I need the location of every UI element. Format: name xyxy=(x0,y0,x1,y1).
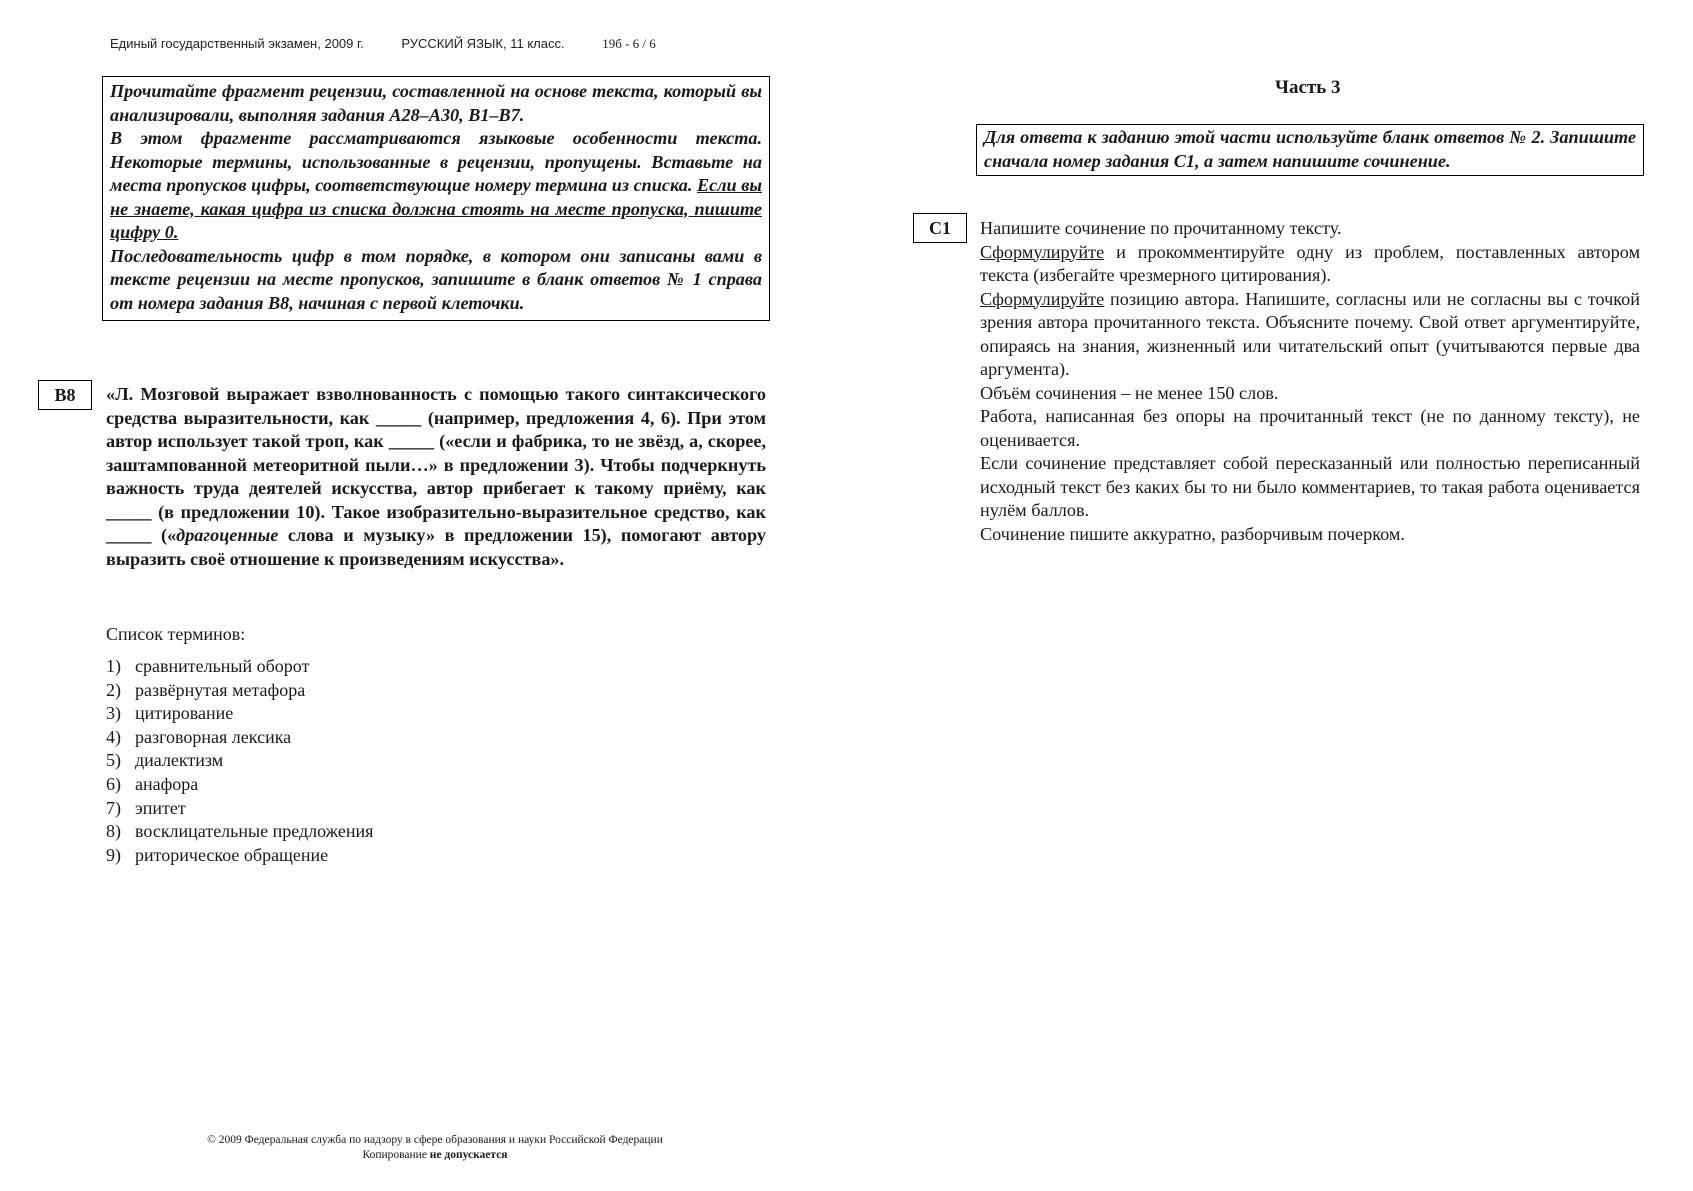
page-header xyxy=(110,36,656,52)
b8-text-before: «Л. Мозговой выражает взволнованность с помощью такого синтаксического средства выразительности, как _____ (например, предложения 4, 6). При этом автор использует такой троп, как _____ («если и фабрика, то не звёзд, а, скорее, заштампованной метеоритной пыли…» в предложении 3). Чтобы подчеркнуть важность труда деятелей искусства, автор прибегает к такому приёму, как _____ (в предложении 10). Такое изобразительно-выразительное средство, как _____ (« xyxy=(106,384,766,545)
term-item: 4) разговорная лексика xyxy=(106,726,292,747)
instructions-p2-main: В этом фрагменте рассматриваются языковые особенности текста. Некоторые термины, использованные в рецензии, пропущены. Вставьте на места пропусков цифры, соответствующие номеру термина из списка. xyxy=(110,128,762,195)
c1-p7: Сочинение пишите аккуратно, разборчивым почерком. xyxy=(980,523,1405,544)
b8-instructions-box xyxy=(102,76,770,321)
part3-title: Часть 3 xyxy=(1275,77,1341,98)
footer-copy-notice: Копирование не допускается xyxy=(362,1149,508,1161)
instructions-p2 xyxy=(110,127,762,245)
term-item: 6) анафора xyxy=(106,773,199,794)
header-exam: Единый государственный экзамен, 2009 г. xyxy=(110,36,364,51)
c1-task-text xyxy=(980,217,1640,546)
b8-review-text xyxy=(106,383,766,571)
c1-p3: Сформулируйте позицию автора. Напишите, согласны или не согласны вы с точкой зрения автора прочитанного текста. Объясните почему. Свой ответ аргументируйте, опираясь на знания, жизненный или читательский опыт (учитываются первые два аргумента). xyxy=(980,288,1640,379)
part3-instructions-box xyxy=(976,124,1644,176)
terms-list xyxy=(106,655,373,867)
instructions-p3: Последовательность цифр в том порядке, в котором они записаны вами в тексте рецензии на месте пропусков, запишите в бланк ответов № 1 справа от номера задания В8, начиная с первой клеточки. xyxy=(110,245,762,313)
term-item: 8) восклицательные предложения xyxy=(106,821,374,842)
term-item: 2) развёрнутая метафора xyxy=(106,679,306,700)
header-subject: РУССКИЙ ЯЗЫК, 11 класс. xyxy=(401,36,565,51)
task-label-b8: В8 xyxy=(38,380,92,410)
c1-p6: Если сочинение представляет собой пересказанный или полностью переписанный исходный текст без каких бы то ни было комментариев, то такая работа оценивается нулём баллов. xyxy=(980,453,1640,520)
page-footer xyxy=(0,1133,870,1163)
c1-line1: Напишите сочинение по прочитанному тексту. xyxy=(980,218,1342,238)
part3-instruction: Для ответа к заданию этой части используйте бланк ответов № 2. Запишите сначала номер задания С1, а затем напишите сочинение. xyxy=(984,127,1636,171)
term-item: 9) риторическое обращение xyxy=(106,844,329,865)
header-page-number: 19б - 6 / 6 xyxy=(602,36,656,51)
b8-text-italic: драгоценные xyxy=(176,525,279,545)
b8-text-after: слова и музыку» в предложении 15), помогают автору выразить своё отношение к произведениям искусства». xyxy=(106,525,766,569)
terms-title: Список терминов: xyxy=(106,624,246,644)
instructions-p1: Прочитайте фрагмент рецензии, составленной на основе текста, который вы анализировали, выполняя задания А28–А30, В1–В7. xyxy=(110,81,762,125)
footer-copyright: © 2009 Федеральная служба по надзору в сфере образования и науки Российской Федерации xyxy=(207,1134,663,1146)
task-label-c1: С1 xyxy=(913,213,967,243)
instructions-p2-underlined: Если вы не знаете, какая цифра из списка должна стоять на месте пропуска, пишите цифру 0. xyxy=(110,175,762,242)
term-item: 3) цитирование xyxy=(106,703,234,724)
c1-p2: Сформулируйте и прокомментируйте одну из проблем, поставленных автором текста (избегайте чрезмерного цитирования). xyxy=(980,241,1640,285)
c1-p4: Объём сочинения – не менее 150 слов. xyxy=(980,382,1279,403)
term-item: 7) эпитет xyxy=(106,797,186,818)
c1-p5: Работа, написанная без опоры на прочитанный текст (не по данному тексту), не оценивается. xyxy=(980,406,1640,450)
term-item: 1) сравнительный оборот xyxy=(106,656,310,676)
term-item: 5) диалектизм xyxy=(106,750,224,771)
